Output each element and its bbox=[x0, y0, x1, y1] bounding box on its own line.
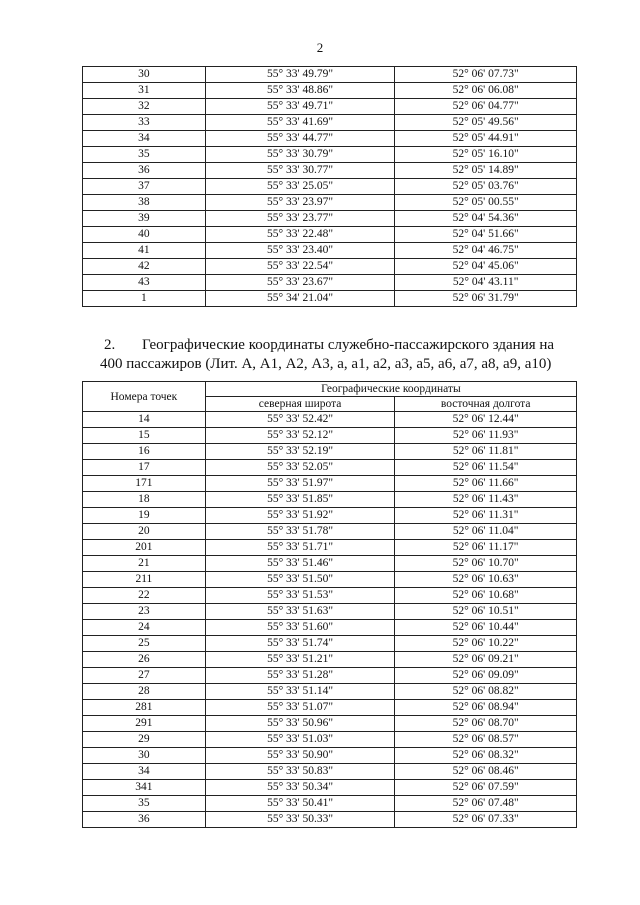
longitude-cell: 52° 05' 49.56" bbox=[395, 115, 577, 131]
table-row bbox=[83, 259, 577, 275]
point-number-cell: 1 bbox=[83, 291, 206, 307]
longitude-cell: 52° 06' 07.48" bbox=[395, 796, 577, 812]
longitude-cell: 52° 06' 11.04" bbox=[395, 524, 577, 540]
table-row bbox=[83, 764, 577, 780]
point-number-cell: 35 bbox=[83, 147, 206, 163]
latitude-cell: 55° 33' 30.79" bbox=[205, 147, 395, 163]
latitude-cell: 55° 33' 50.90" bbox=[205, 748, 395, 764]
latitude-cell: 55° 33' 51.03" bbox=[205, 732, 395, 748]
longitude-cell: 52° 04' 51.66" bbox=[395, 227, 577, 243]
latitude-cell: 55° 33' 51.60" bbox=[205, 620, 395, 636]
header-point-numbers: Номера точек bbox=[83, 382, 206, 412]
latitude-cell: 55° 33' 51.50" bbox=[205, 572, 395, 588]
coordinates-table-continued bbox=[82, 66, 577, 307]
latitude-cell: 55° 33' 23.67" bbox=[205, 275, 395, 291]
point-number-cell: 20 bbox=[83, 524, 206, 540]
point-number-cell: 42 bbox=[83, 259, 206, 275]
latitude-cell: 55° 33' 25.05" bbox=[205, 179, 395, 195]
latitude-cell: 55° 33' 30.77" bbox=[205, 163, 395, 179]
longitude-cell: 52° 06' 08.46" bbox=[395, 764, 577, 780]
longitude-cell: 52° 06' 08.82" bbox=[395, 684, 577, 700]
longitude-cell: 52° 06' 12.44" bbox=[395, 412, 577, 428]
section-title-line1: Географические координаты служебно-пассажирского здания на bbox=[142, 337, 555, 353]
header-north-latitude: северная широта bbox=[205, 397, 395, 412]
table-row bbox=[83, 652, 577, 668]
point-number-cell: 34 bbox=[83, 764, 206, 780]
table-row bbox=[83, 732, 577, 748]
latitude-cell: 55° 33' 52.42" bbox=[205, 412, 395, 428]
point-number-cell: 291 bbox=[83, 716, 206, 732]
latitude-cell: 55° 33' 51.53" bbox=[205, 588, 395, 604]
point-number-cell: 36 bbox=[83, 163, 206, 179]
longitude-cell: 52° 06' 07.73" bbox=[395, 67, 577, 83]
table-row bbox=[83, 444, 577, 460]
section-heading bbox=[100, 336, 574, 374]
table-row bbox=[83, 99, 577, 115]
longitude-cell: 52° 05' 14.89" bbox=[395, 163, 577, 179]
longitude-cell: 52° 06' 11.17" bbox=[395, 540, 577, 556]
longitude-cell: 52° 06' 08.70" bbox=[395, 716, 577, 732]
latitude-cell: 55° 33' 52.19" bbox=[205, 444, 395, 460]
latitude-cell: 55° 33' 51.07" bbox=[205, 700, 395, 716]
point-number-cell: 34 bbox=[83, 131, 206, 147]
latitude-cell: 55° 33' 49.71" bbox=[205, 99, 395, 115]
table-row bbox=[83, 131, 577, 147]
table-row bbox=[83, 428, 577, 444]
point-number-cell: 24 bbox=[83, 620, 206, 636]
point-number-cell: 40 bbox=[83, 227, 206, 243]
point-number-cell: 38 bbox=[83, 195, 206, 211]
section-title-line2: 400 пассажиров (Лит. А, А1, А2, А3, а, а1, а2, а3, а5, а6, а7, а8, а9, а10) bbox=[100, 356, 552, 372]
point-number-cell: 14 bbox=[83, 412, 206, 428]
latitude-cell: 55° 33' 51.97" bbox=[205, 476, 395, 492]
point-number-cell: 281 bbox=[83, 700, 206, 716]
table-row bbox=[83, 83, 577, 99]
point-number-cell: 341 bbox=[83, 780, 206, 796]
point-number-cell: 26 bbox=[83, 652, 206, 668]
table-row bbox=[83, 227, 577, 243]
table-body bbox=[83, 67, 577, 307]
longitude-cell: 52° 06' 11.81" bbox=[395, 444, 577, 460]
table-row bbox=[83, 716, 577, 732]
longitude-cell: 52° 06' 10.68" bbox=[395, 588, 577, 604]
longitude-cell: 52° 04' 46.75" bbox=[395, 243, 577, 259]
longitude-cell: 52° 06' 08.57" bbox=[395, 732, 577, 748]
longitude-cell: 52° 06' 11.66" bbox=[395, 476, 577, 492]
longitude-cell: 52° 06' 10.51" bbox=[395, 604, 577, 620]
table-row bbox=[83, 291, 577, 307]
latitude-cell: 55° 33' 50.96" bbox=[205, 716, 395, 732]
point-number-cell: 171 bbox=[83, 476, 206, 492]
point-number-cell: 211 bbox=[83, 572, 206, 588]
latitude-cell: 55° 33' 50.41" bbox=[205, 796, 395, 812]
point-number-cell: 37 bbox=[83, 179, 206, 195]
longitude-cell: 52° 06' 10.22" bbox=[395, 636, 577, 652]
table-row bbox=[83, 796, 577, 812]
table-row bbox=[83, 524, 577, 540]
point-number-cell: 36 bbox=[83, 812, 206, 828]
table-row bbox=[83, 780, 577, 796]
longitude-cell: 52° 05' 03.76" bbox=[395, 179, 577, 195]
latitude-cell: 55° 33' 51.74" bbox=[205, 636, 395, 652]
longitude-cell: 52° 04' 54.36" bbox=[395, 211, 577, 227]
longitude-cell: 52° 06' 09.21" bbox=[395, 652, 577, 668]
table-row bbox=[83, 684, 577, 700]
latitude-cell: 55° 33' 22.48" bbox=[205, 227, 395, 243]
point-number-cell: 19 bbox=[83, 508, 206, 524]
table-row bbox=[83, 492, 577, 508]
table-row bbox=[83, 195, 577, 211]
latitude-cell: 55° 33' 44.77" bbox=[205, 131, 395, 147]
point-number-cell: 29 bbox=[83, 732, 206, 748]
latitude-cell: 55° 33' 23.77" bbox=[205, 211, 395, 227]
point-number-cell: 18 bbox=[83, 492, 206, 508]
point-number-cell: 39 bbox=[83, 211, 206, 227]
latitude-cell: 55° 33' 49.79" bbox=[205, 67, 395, 83]
longitude-cell: 52° 06' 10.70" bbox=[395, 556, 577, 572]
table-row bbox=[83, 476, 577, 492]
latitude-cell: 55° 33' 41.69" bbox=[205, 115, 395, 131]
table-row bbox=[83, 275, 577, 291]
latitude-cell: 55° 33' 51.85" bbox=[205, 492, 395, 508]
latitude-cell: 55° 33' 50.33" bbox=[205, 812, 395, 828]
point-number-cell: 41 bbox=[83, 243, 206, 259]
table-row bbox=[83, 211, 577, 227]
longitude-cell: 52° 06' 11.54" bbox=[395, 460, 577, 476]
latitude-cell: 55° 33' 51.78" bbox=[205, 524, 395, 540]
latitude-cell: 55° 33' 48.86" bbox=[205, 83, 395, 99]
point-number-cell: 17 bbox=[83, 460, 206, 476]
table-row bbox=[83, 556, 577, 572]
table-row bbox=[83, 540, 577, 556]
longitude-cell: 52° 06' 10.44" bbox=[395, 620, 577, 636]
latitude-cell: 55° 34' 21.04" bbox=[205, 291, 395, 307]
longitude-cell: 52° 06' 11.31" bbox=[395, 508, 577, 524]
longitude-cell: 52° 06' 06.08" bbox=[395, 83, 577, 99]
table-row bbox=[83, 412, 577, 428]
latitude-cell: 55° 33' 22.54" bbox=[205, 259, 395, 275]
point-number-cell: 22 bbox=[83, 588, 206, 604]
table-row bbox=[83, 668, 577, 684]
section-number: 2. bbox=[104, 337, 116, 353]
point-number-cell: 15 bbox=[83, 428, 206, 444]
table-row bbox=[83, 812, 577, 828]
latitude-cell: 55° 33' 52.12" bbox=[205, 428, 395, 444]
longitude-cell: 52° 06' 07.59" bbox=[395, 780, 577, 796]
longitude-cell: 52° 06' 08.94" bbox=[395, 700, 577, 716]
point-number-cell: 28 bbox=[83, 684, 206, 700]
longitude-cell: 52° 04' 43.11" bbox=[395, 275, 577, 291]
point-number-cell: 32 bbox=[83, 99, 206, 115]
longitude-cell: 52° 06' 08.32" bbox=[395, 748, 577, 764]
page-number: 2 bbox=[316, 40, 324, 55]
table-row bbox=[83, 115, 577, 131]
point-number-cell: 43 bbox=[83, 275, 206, 291]
longitude-cell: 52° 05' 00.55" bbox=[395, 195, 577, 211]
point-number-cell: 31 bbox=[83, 83, 206, 99]
latitude-cell: 55° 33' 51.71" bbox=[205, 540, 395, 556]
point-number-cell: 21 bbox=[83, 556, 206, 572]
point-number-cell: 27 bbox=[83, 668, 206, 684]
latitude-cell: 55° 33' 51.14" bbox=[205, 684, 395, 700]
longitude-cell: 52° 06' 31.79" bbox=[395, 291, 577, 307]
latitude-cell: 55° 33' 51.46" bbox=[205, 556, 395, 572]
longitude-cell: 52° 06' 10.63" bbox=[395, 572, 577, 588]
point-number-cell: 16 bbox=[83, 444, 206, 460]
latitude-cell: 55° 33' 50.83" bbox=[205, 764, 395, 780]
point-number-cell: 25 bbox=[83, 636, 206, 652]
point-number-cell: 30 bbox=[83, 748, 206, 764]
latitude-cell: 55° 33' 51.92" bbox=[205, 508, 395, 524]
point-number-cell: 201 bbox=[83, 540, 206, 556]
table-row bbox=[83, 243, 577, 259]
point-number-cell: 33 bbox=[83, 115, 206, 131]
longitude-cell: 52° 05' 16.10" bbox=[395, 147, 577, 163]
coordinates-table-terminal bbox=[82, 381, 577, 828]
table-row bbox=[83, 572, 577, 588]
header-geo-coordinates: Географические координаты bbox=[205, 382, 576, 397]
table-row bbox=[83, 147, 577, 163]
longitude-cell: 52° 04' 45.06" bbox=[395, 259, 577, 275]
latitude-cell: 55° 33' 51.21" bbox=[205, 652, 395, 668]
point-number-cell: 30 bbox=[83, 67, 206, 83]
table-row bbox=[83, 163, 577, 179]
latitude-cell: 55° 33' 23.97" bbox=[205, 195, 395, 211]
table-row bbox=[83, 604, 577, 620]
point-number-cell: 23 bbox=[83, 604, 206, 620]
longitude-cell: 52° 05' 44.91" bbox=[395, 131, 577, 147]
latitude-cell: 55° 33' 52.05" bbox=[205, 460, 395, 476]
table-body bbox=[83, 412, 577, 828]
table-row bbox=[83, 508, 577, 524]
table-header bbox=[83, 382, 577, 412]
latitude-cell: 55° 33' 51.63" bbox=[205, 604, 395, 620]
table-row bbox=[83, 700, 577, 716]
longitude-cell: 52° 06' 11.93" bbox=[395, 428, 577, 444]
longitude-cell: 52° 06' 07.33" bbox=[395, 812, 577, 828]
table-row bbox=[83, 460, 577, 476]
latitude-cell: 55° 33' 50.34" bbox=[205, 780, 395, 796]
latitude-cell: 55° 33' 23.40" bbox=[205, 243, 395, 259]
longitude-cell: 52° 06' 04.77" bbox=[395, 99, 577, 115]
table-row bbox=[83, 636, 577, 652]
table-row bbox=[83, 748, 577, 764]
latitude-cell: 55° 33' 51.28" bbox=[205, 668, 395, 684]
table-row bbox=[83, 67, 577, 83]
header-east-longitude: восточная долгота bbox=[395, 397, 577, 412]
table-row bbox=[83, 179, 577, 195]
point-number-cell: 35 bbox=[83, 796, 206, 812]
longitude-cell: 52° 06' 09.09" bbox=[395, 668, 577, 684]
longitude-cell: 52° 06' 11.43" bbox=[395, 492, 577, 508]
table-row bbox=[83, 588, 577, 604]
table-row bbox=[83, 620, 577, 636]
